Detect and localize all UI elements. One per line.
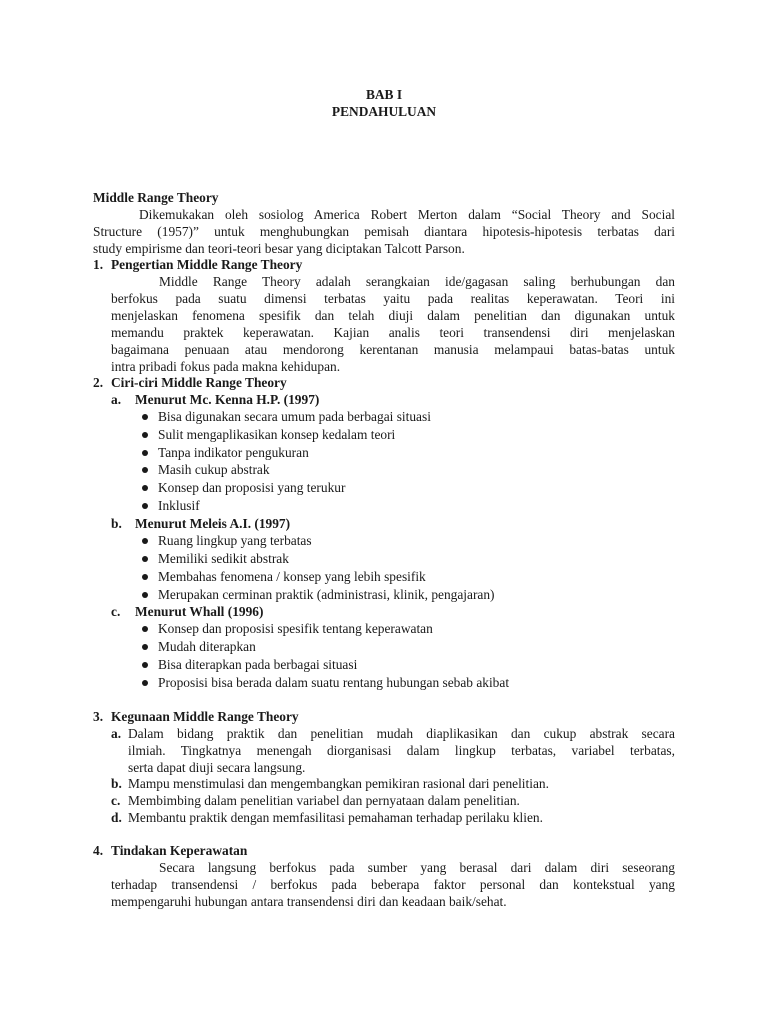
bullet-icon: [142, 680, 148, 686]
bullet-icon: [142, 574, 148, 580]
section-2-number: 2.: [93, 375, 104, 390]
item-a-line: serta dapat diuji secara langsung.: [128, 760, 306, 775]
item-b-label: b.: [111, 776, 122, 791]
section-title: Middle Range Theory: [93, 190, 219, 205]
intro-line: Dikemukakan oleh sosiolog America Robert Merton dalam “Social Theory and Social: [139, 207, 675, 222]
bullet-icon: [142, 644, 148, 650]
item-c-text: Membimbing dalam penelitian variabel dan pernyataan dalam penelitian.: [128, 793, 520, 808]
bullet-icon: [142, 467, 148, 473]
section-3-number: 3.: [93, 709, 104, 724]
bullet-icon: [142, 485, 148, 491]
list-item: Tanpa indikator pengukuran: [158, 445, 309, 460]
chapter-number: BAB I: [365, 87, 403, 102]
intro-line: Structure (1957)” untuk menghubungkan pemisah diantara hipotesis-hipotesis terbatas dari: [93, 224, 675, 239]
section-3-title: Kegunaan Middle Range Theory: [111, 709, 299, 724]
section-1-line: memandu praktek keperawatan. Kajian analis teori transendensi diri menjelaskan: [111, 325, 675, 340]
section-1-number: 1.: [93, 257, 104, 272]
subsection-c-label: c.: [111, 604, 121, 619]
item-a-label: a.: [111, 726, 122, 741]
bullet-icon: [142, 556, 148, 562]
section-1-line: intra pribadi fokus pada makna kehidupan.: [111, 359, 341, 374]
list-item: Inklusif: [158, 498, 200, 513]
subsection-b-label: b.: [111, 516, 122, 531]
section-1-line: menjelaskan fenomena spesifik dan telah diuji dalam penelitian dan digunakan untuk: [111, 308, 675, 323]
bullet-icon: [142, 538, 148, 544]
chapter-title: PENDAHULUAN: [331, 104, 437, 119]
list-item: Sulit mengaplikasikan konsep kedalam teori: [158, 427, 396, 442]
item-a-line: Dalam bidang praktik dan penelitian mudah diaplikasikan dan cukup abstrak secara: [128, 726, 675, 741]
bullet-icon: [142, 626, 148, 632]
section-1-title: Pengertian Middle Range Theory: [111, 257, 303, 272]
section-1-line: berfokus pada suatu dimensi terbatas yaitu pada realitas keperawatan. Teori ini: [111, 291, 675, 306]
list-item: Bisa diterapkan pada berbagai situasi: [158, 657, 358, 672]
section-4-line: terhadap transendensi / berfokus pada beberapa faktor personal dan kontekstual yang: [111, 877, 675, 892]
item-a-line: ilmiah. Tingkatnya menengah diorganisasi dalam lingkup terbatas, variabel terbatas,: [128, 743, 675, 758]
subsection-a-title: Menurut Mc. Kenna H.P. (1997): [135, 392, 320, 407]
list-item: Konsep dan proposisi yang terukur: [158, 480, 346, 495]
item-c-label: c.: [111, 793, 121, 808]
list-item: Mudah diterapkan: [158, 639, 256, 654]
section-4-line: Secara langsung berfokus pada sumber yang berasal dari dalam diri seseorang: [159, 860, 675, 875]
item-d-label: d.: [111, 810, 122, 825]
subsection-b-title: Menurut Meleis A.I. (1997): [135, 516, 291, 531]
bullet-icon: [142, 662, 148, 668]
list-item: Proposisi bisa berada dalam suatu rentang hubungan sebab akibat: [158, 675, 510, 690]
list-item: Merupakan cerminan praktik (administrasi, klinik, pengajaran): [158, 587, 495, 602]
bullet-icon: [142, 592, 148, 598]
item-b-text: Mampu menstimulasi dan mengembangkan pemikiran rasional dari penelitian.: [128, 776, 549, 791]
list-item: Memiliki sedikit abstrak: [158, 551, 289, 566]
section-4-title: Tindakan Keperawatan: [111, 843, 248, 858]
list-item: Bisa digunakan secara umum pada berbagai situasi: [158, 409, 431, 424]
list-item: Masih cukup abstrak: [158, 462, 270, 477]
bullet-icon: [142, 414, 148, 420]
bullet-icon: [142, 432, 148, 438]
bullet-icon: [142, 450, 148, 456]
subsection-a-label: a.: [111, 392, 122, 407]
section-2-title: Ciri-ciri Middle Range Theory: [111, 375, 287, 390]
list-item: Membahas fenomena / konsep yang lebih spesifik: [158, 569, 426, 584]
intro-line: study empirisme dan teori-teori besar yang diciptakan Talcott Parson.: [93, 241, 465, 256]
bullet-icon: [142, 503, 148, 509]
section-1-line: Middle Range Theory adalah serangkaian ide/gagasan saling berhubungan dan: [159, 274, 675, 289]
section-4-number: 4.: [93, 843, 104, 858]
section-4-line: mempengaruhi hubungan antara transendensi diri dan keadaan baik/sehat.: [111, 894, 507, 909]
list-item: Konsep dan proposisi spesifik tentang keperawatan: [158, 621, 433, 636]
list-item: Ruang lingkup yang terbatas: [158, 533, 312, 548]
item-d-text: Membantu praktik dengan memfasilitasi pemahaman terhadap perilaku klien.: [128, 810, 543, 825]
subsection-c-title: Menurut Whall (1996): [135, 604, 264, 619]
section-1-line: bagaimana penuaan atau mendorong kerentanan manusia melampaui batas-batas untuk: [111, 342, 675, 357]
